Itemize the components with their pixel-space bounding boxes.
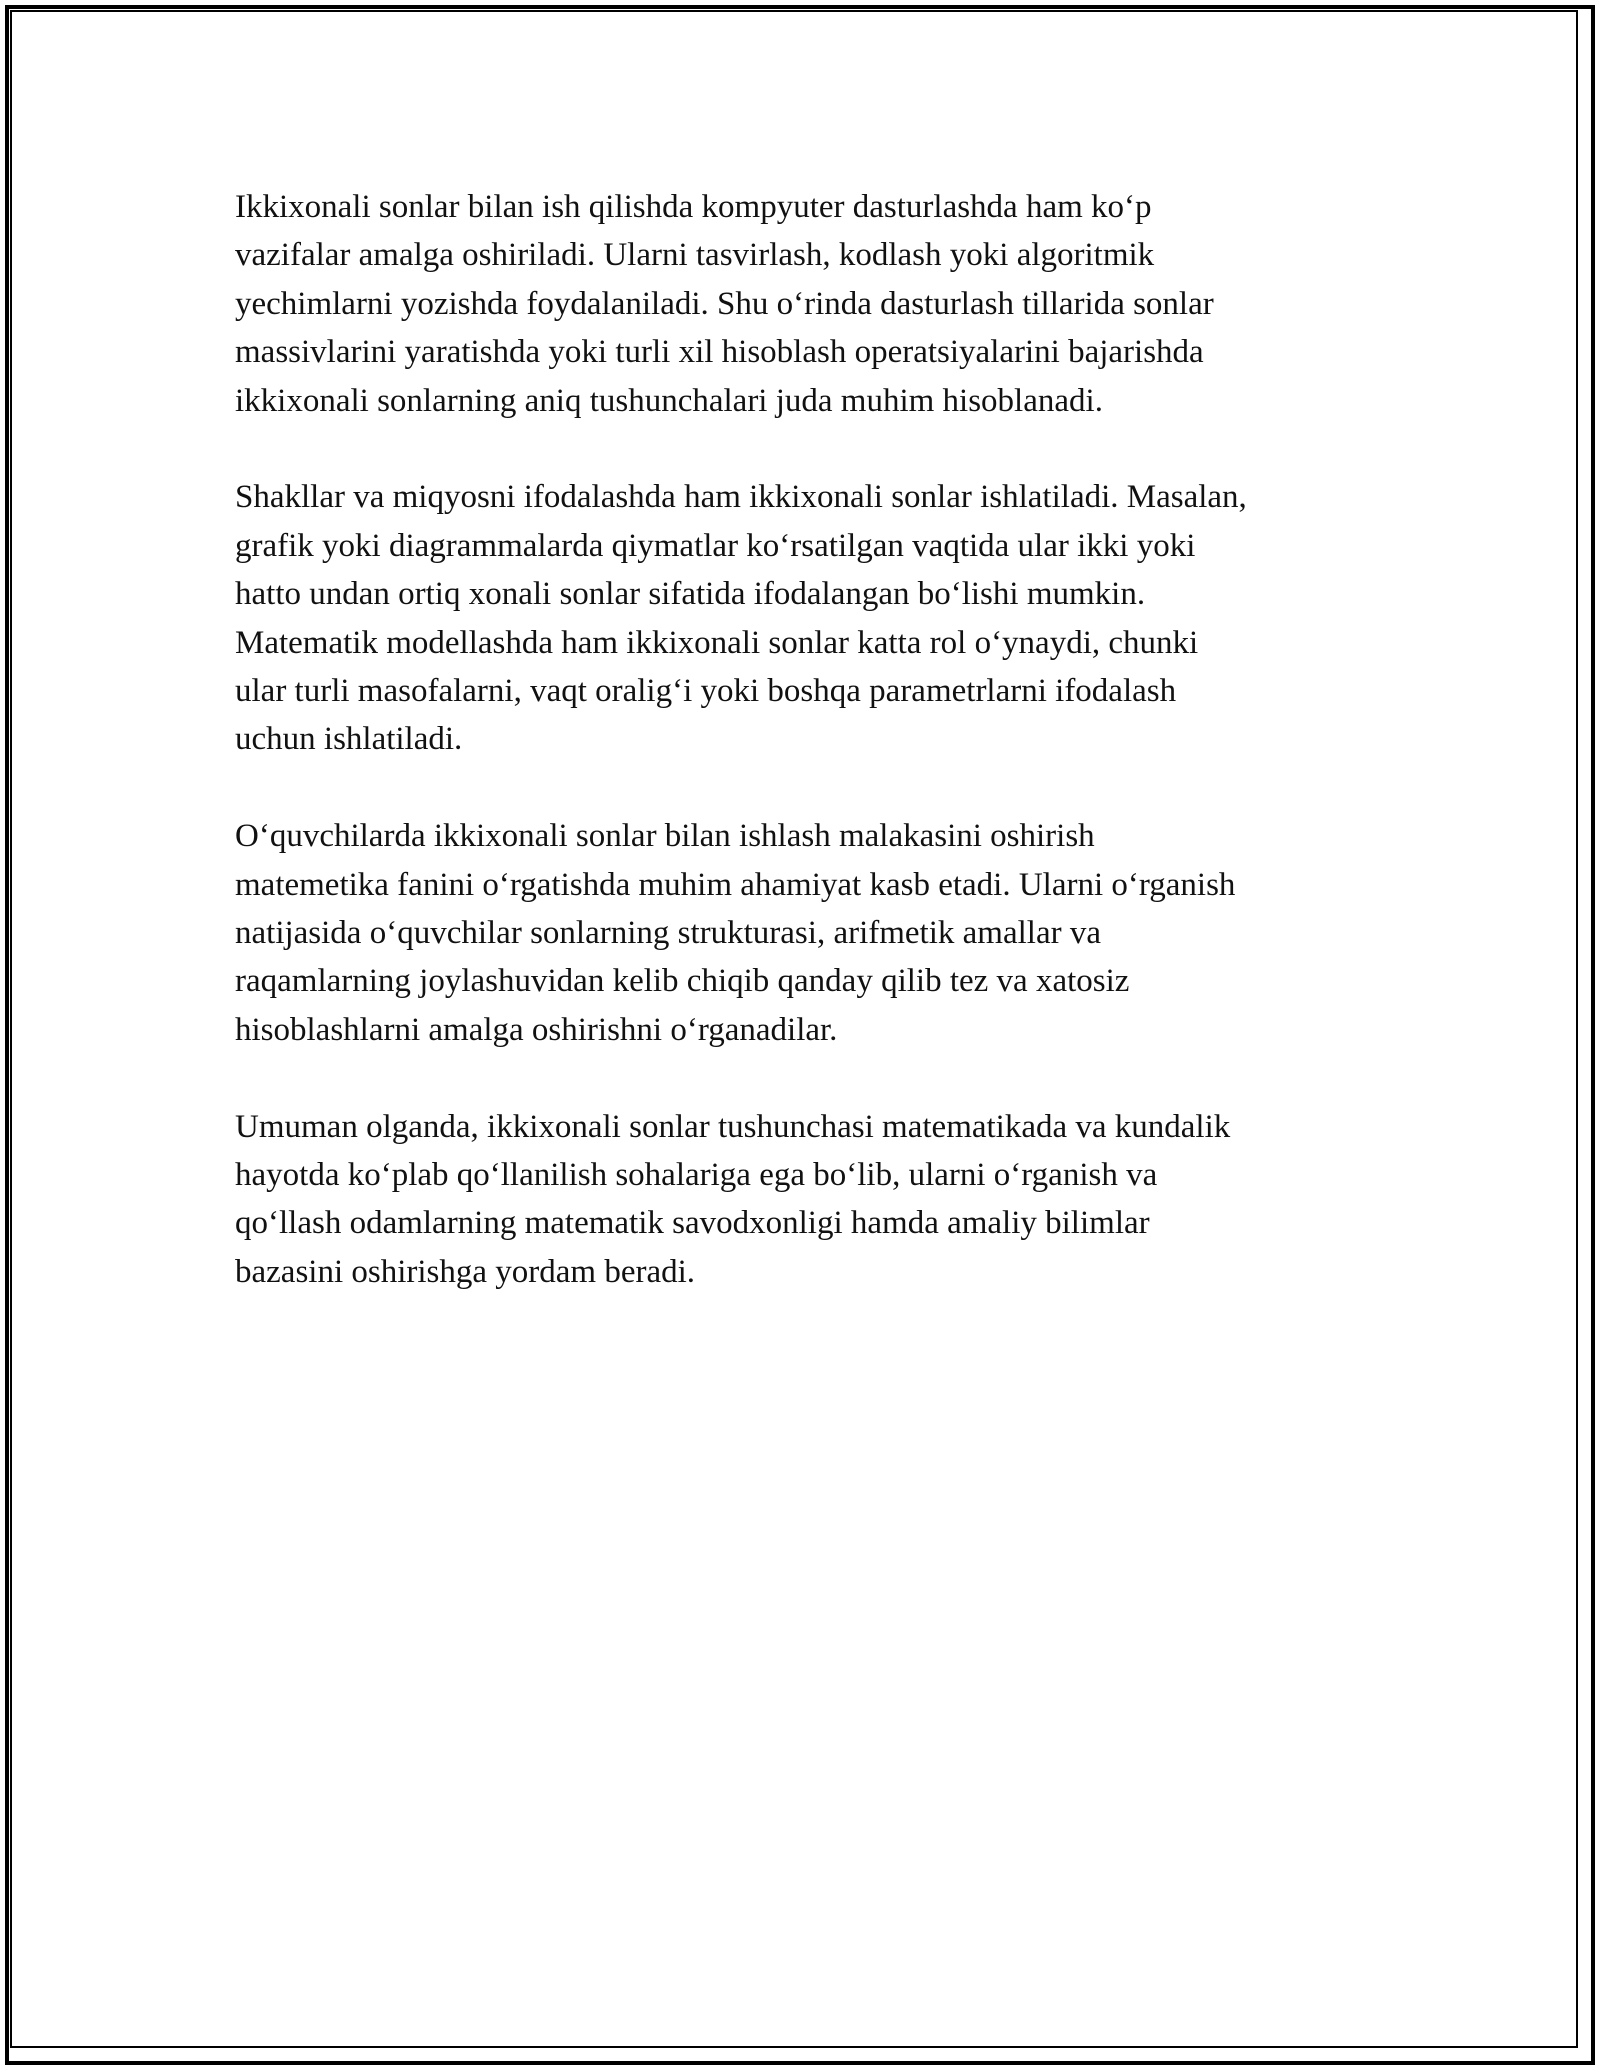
paragraph-3: O‘quvchilarda ikkixonali sonlar bilan ishlash malakasini oshirish matemetika fanini o‘rgatishda muhim ahamiyat kasb etadi. Ularni o‘rganish natijasida o‘quvchilar sonlarning strukturasi, arifmetik amallar va raqamlarning joylashuvidan kelib chiqib qanday qilib tez va xatosiz hisoblashlarni amalga oshirishni o‘rganadilar.: [235, 818, 1236, 1048]
document-body: [235, 183, 1385, 1345]
paragraph-1: Ikkixonali sonlar bilan ish qilishda kompyuter dasturlashda ham ko‘p vazifalar amalga oshiriladi. Ularni tasvirlash, kodlash yoki algoritmik yechimlarni yozishda foydalaniladi. Shu o‘rinda dasturlash tillarida sonlar massivlarini yaratishda yoki turli xil hisoblash operatsiyalarini bajarishda ikkixonali sonlarning aniq tushunchalari juda muhim hisoblanadi.: [235, 189, 1214, 419]
paragraph-4: Umuman olganda, ikkixonali sonlar tushunchasi matematikada va kundalik hayotda ko‘plab qo‘llanilish sohalariga ega bo‘lib, ularni o‘rganish va qo‘llash odamlarning matematik savodxonligi hamda amaliy bilimlar bazasini oshirishga yordam beradi.: [235, 1108, 1231, 1290]
paragraph-2: Shakllar va miqyosni ifodalashda ham ikkixonali sonlar ishlatiladi. Masalan, grafik yoki diagrammalarda qiymatlar ko‘rsatilgan vaqtida ular ikki yoki hatto undan ortiq xonali sonlar sifatida ifodalangan bo‘lishi mumkin. Matematik modellashda ham ikkixonali sonlar katta rol o‘ynaydi, chunki ular turli masofalarni, vaqt oralig‘i yoki boshqa parametrlarni ifodalash uchun ishlatiladi.: [235, 479, 1247, 758]
